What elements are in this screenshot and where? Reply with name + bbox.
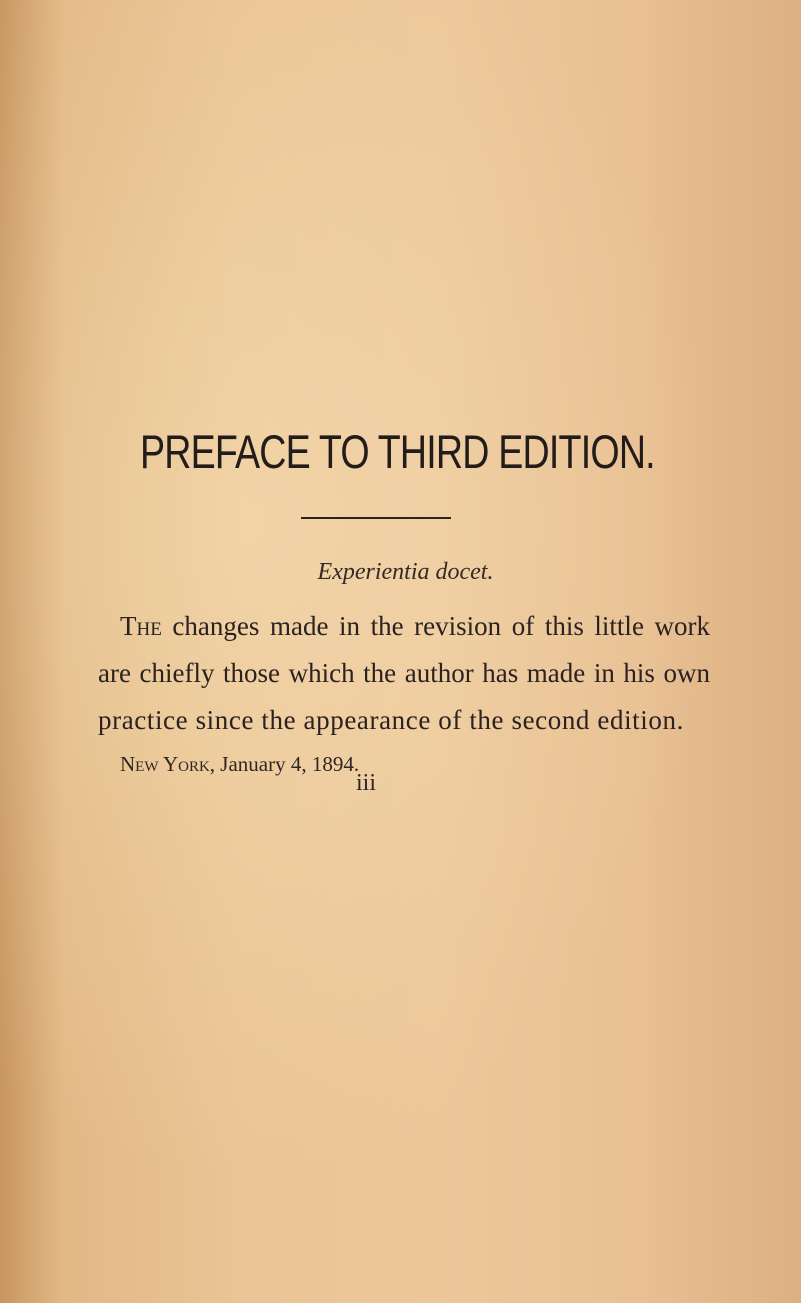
paragraph-line-1 <box>98 603 710 650</box>
preface-paragraph <box>98 603 710 744</box>
page-title: PREFACE TO THIRD EDITION. <box>139 425 655 478</box>
title-rule <box>301 517 451 519</box>
paragraph-lead-word: The <box>120 611 162 641</box>
paragraph-line-1-text: changes made in the revision of this little work <box>172 611 710 641</box>
paragraph-line-3: practice since the appearance of the second edition. <box>98 705 684 735</box>
signature-line <box>120 752 359 777</box>
signature-place: New York, <box>120 752 216 776</box>
motto: Experientia docet. <box>317 559 494 585</box>
page-number: iii <box>356 770 377 796</box>
paragraph-line-2: are chiefly those which the author has made in his own <box>98 658 710 688</box>
signature-date: January 4, 1894. <box>220 752 360 776</box>
